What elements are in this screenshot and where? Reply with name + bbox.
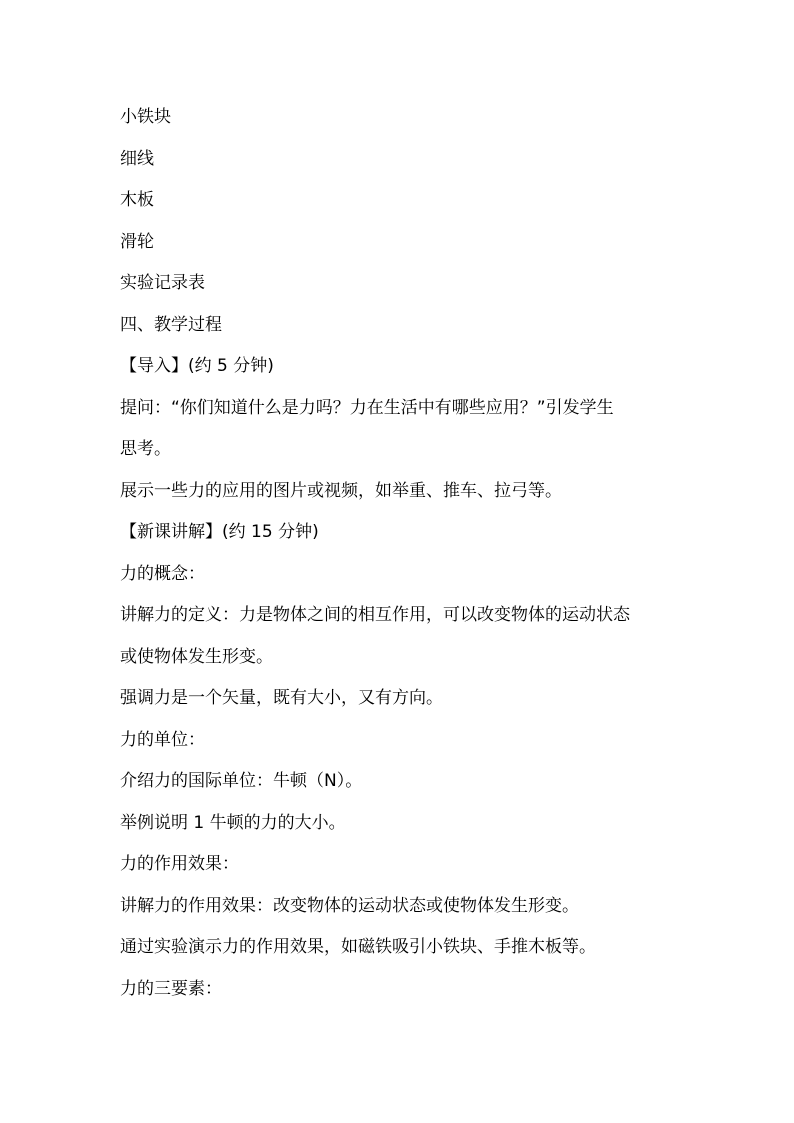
subsection-heading-introduction: 【导入】(约 5 分钟) — [120, 356, 274, 376]
paragraph-si-unit: 介绍力的国际单位：牛顿（N）。 — [120, 771, 363, 791]
material-item-pulley: 滑轮 — [120, 231, 154, 252]
paragraph-demo-experiments: 通过实验演示力的作用效果，如磁铁吸引小铁块、手推木板等。 — [120, 937, 596, 957]
material-item-wood-board: 木板 — [120, 190, 154, 210]
paragraph-question-line-1: 提问：“你们知道什么是力吗？力在生活中有哪些应用？”引发学生 — [120, 397, 614, 418]
paragraph-show-examples: 展示一些力的应用的图片或视频，如举重、推车、拉弓等。 — [120, 480, 562, 501]
paragraph-question-line-2: 思考。 — [120, 439, 171, 459]
topic-heading-three-elements: 力的三要素： — [120, 978, 222, 999]
document-body — [120, 97, 690, 1010]
subsection-heading-new-lesson: 【新课讲解】(约 15 分钟) — [120, 522, 319, 542]
material-item-thread: 细线 — [120, 148, 154, 169]
paragraph-force-vector: 强调力是一个矢量，既有大小，又有方向。 — [120, 688, 443, 708]
paragraph-force-definition-line-1: 讲解力的定义：力是物体之间的相互作用，可以改变物体的运动状态 — [120, 605, 630, 625]
section-heading-teaching-process: 四、教学过程 — [120, 314, 222, 335]
paragraph-force-effects: 讲解力的作用效果：改变物体的运动状态或使物体发生形变。 — [120, 895, 579, 916]
topic-heading-force-concept: 力的概念： — [120, 563, 205, 584]
material-item-iron-block: 小铁块 — [120, 107, 171, 127]
material-item-record-sheet: 实验记录表 — [120, 273, 205, 293]
topic-heading-force-effects: 力的作用效果： — [120, 854, 239, 874]
topic-heading-force-unit: 力的单位： — [120, 729, 205, 750]
paragraph-force-definition-line-2: 或使物体发生形变。 — [120, 646, 273, 667]
paragraph-one-newton-example: 举例说明 1 牛顿的力的大小。 — [120, 812, 346, 833]
